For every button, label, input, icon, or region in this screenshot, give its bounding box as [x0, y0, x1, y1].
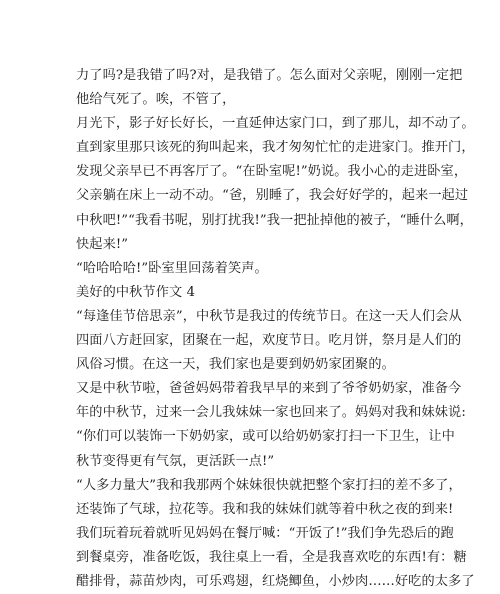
text-line: “人多力量大”我和我那两个妹妹很快就把整个家打扫的差不多了，	[76, 477, 462, 493]
text-line: “哈哈哈哈!”卧室里回荡着笑声。	[76, 260, 268, 276]
text-line-cut-off: 醋排骨，蒜苗炒肉，可乐鸡翅，红烧鲫鱼，小炒肉……好吃的太多了	[76, 573, 475, 589]
text-line: 月光下，影子好长好长，一直延伸达家门口，到了那儿，却不动了。	[76, 116, 475, 132]
text-line: 秋节变得更有气氛，更活跃一点!”	[76, 453, 275, 469]
text-line: 还装饰了气球，拉花等。我和我的妹妹们就等着中秋之夜的到来!	[76, 501, 454, 517]
text-line: 父亲躺在床上一动不动。“爸，别睡了，我会好好学的，起来一起过	[76, 188, 469, 204]
text-line: “每逢佳节倍思亲”，中秋节是我过的传统节日。在这一天人们会从	[76, 308, 462, 324]
text-line: 到餐桌旁，准备吃饭，我往桌上一看，全是我喜欢吃的东西!有：糖	[76, 549, 467, 565]
document-body	[76, 64, 475, 589]
text-line: 中秋吧!”“我看书呢，别打扰我!”我一把扯掉他的被子，“睡什么啊，	[76, 212, 473, 228]
text-line: 四面八方赶回家，团聚在一起，欢度节日。吃月饼，祭月是人们的	[76, 333, 462, 349]
text-line: 我们玩着玩着就听见妈妈在餐厅喊：“开饭了!”我们争先恐后的跑	[76, 525, 454, 541]
text-line: 风俗习惯。在这一天，我们家也是要到奶奶家团聚的。	[76, 357, 395, 373]
text-line: 他给气死了。唉，不管了，	[76, 92, 236, 108]
text-line: 发现父亲早已不再客厅了。“在卧室呢!”奶说。我小心的走进卧室，	[76, 164, 468, 180]
text-line: “你们可以装饰一下奶奶家，或可以给奶奶家打扫一下卫生，让中	[76, 429, 455, 445]
text-line: 力了吗?是我错了吗?对，是我错了。怎么面对父亲呢，刚刚一定把	[76, 68, 463, 83]
text-line: 年的中秋节，过来一会儿我妹妹一家也回来了。妈妈对我和妹妹说:	[76, 405, 466, 421]
text-line: 直到家里那只该死的狗叫起来，我才匆匆忙忙的走进家门。推开门，	[76, 140, 475, 156]
text-line: 又是中秋节啦，爸爸妈妈带着我早早的来到了爷爷奶奶家，准备今	[76, 381, 462, 397]
section-heading: 美好的中秋节作文 4	[76, 284, 196, 300]
text-line: 快起来!”	[76, 236, 129, 252]
